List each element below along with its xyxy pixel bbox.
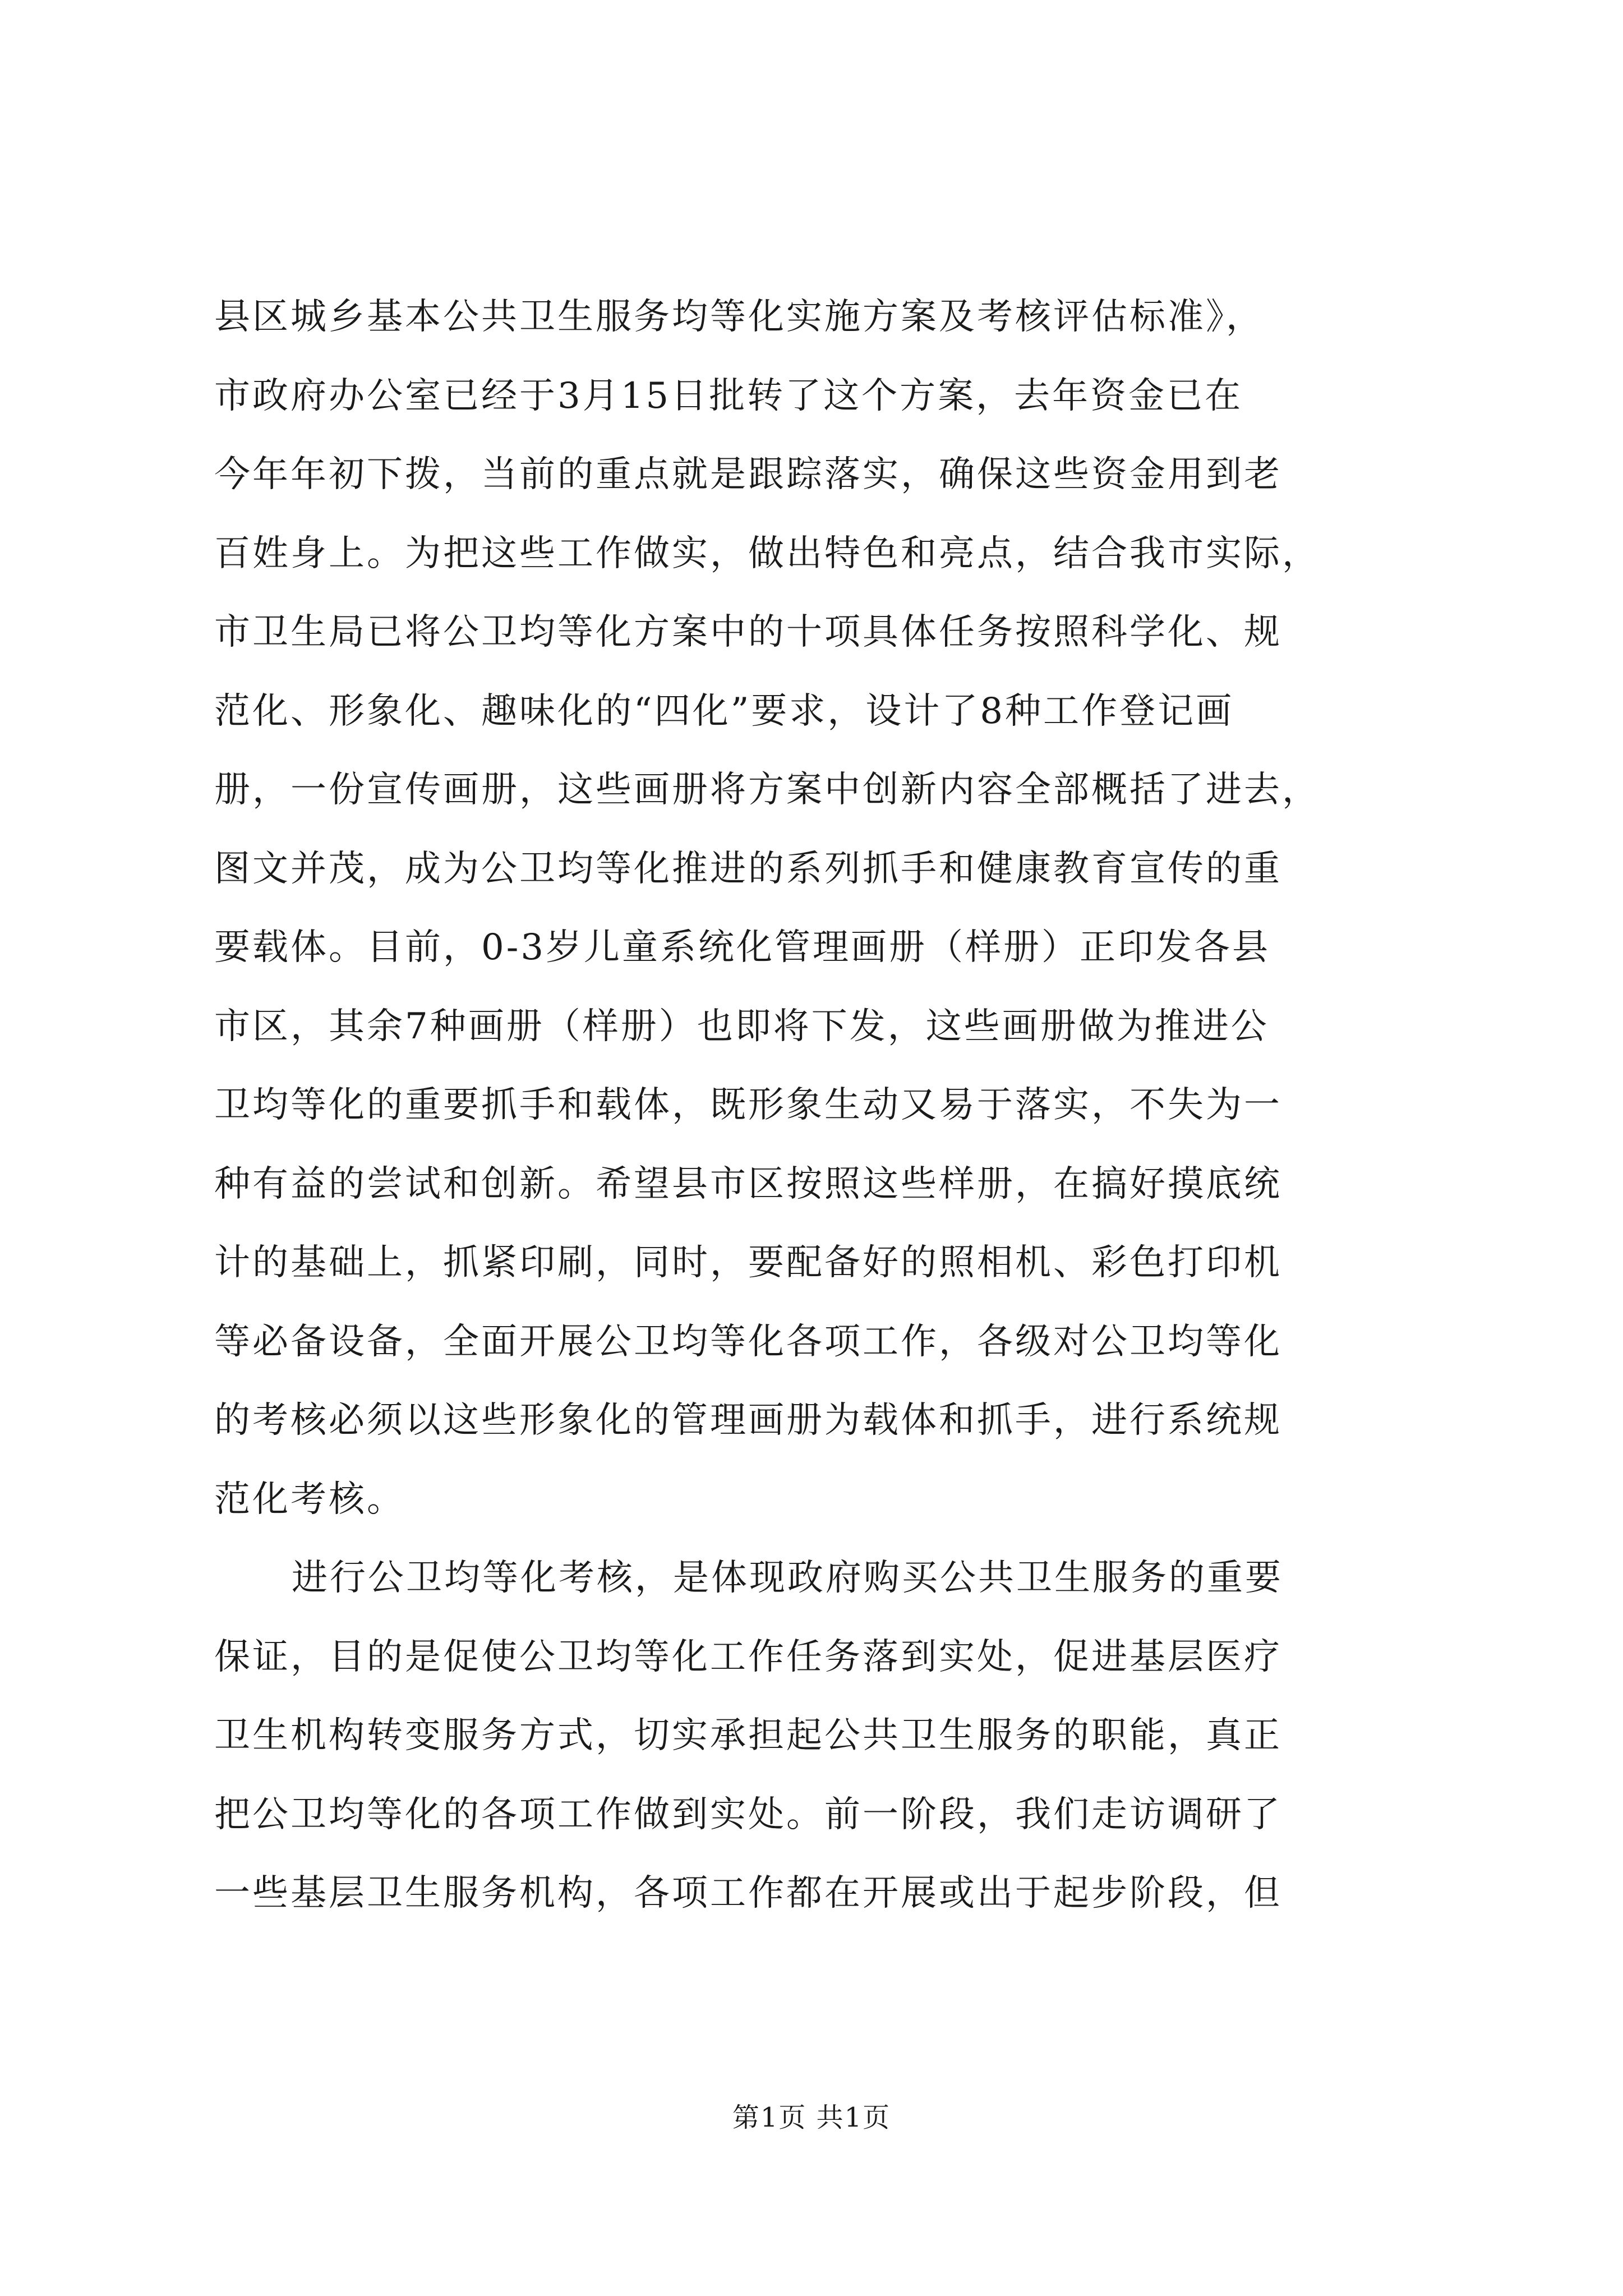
text-line: 县区城乡基本公共卫生服务均等化实施方案及考核评估标准》， bbox=[214, 296, 1264, 338]
text-line: 一些基层卫生服务机构，各项工作都在开展或出于起步阶段，但 bbox=[214, 1872, 1282, 1914]
text-line: 范化、形象化、趣味化的“四化”要求，设计了8种工作登记画 bbox=[214, 690, 1234, 732]
text-line: 要载体。目前，0-3岁儿童系统化管理画册（样册）正印发各县 bbox=[214, 927, 1271, 968]
text-line: 等必备设备，全面开展公卫均等化各项工作，各级对公卫均等化 bbox=[214, 1320, 1282, 1363]
text-line: 卫生机构转变服务方式，切实承担起公共卫生服务的职能，真正 bbox=[214, 1715, 1282, 1756]
body-text bbox=[214, 278, 1426, 1933]
text-line: 范化考核。 bbox=[214, 1478, 405, 1520]
text-line: 保证，目的是促使公卫均等化工作任务落到实处，促进基层医疗 bbox=[214, 1636, 1282, 1678]
text-line: 卫均等化的重要抓手和载体，既形象生动又易于落实，不失为一 bbox=[214, 1084, 1282, 1126]
text-line: 种有益的尝试和创新。希望县市区按照这些样册，在搞好摸底统 bbox=[214, 1163, 1282, 1205]
text-line: 市区，其余7种画册（样册）也即将下发，这些画册做为推进公 bbox=[214, 1005, 1269, 1047]
text-line: 计的基础上，抓紧印刷，同时，要配备好的照相机、彩色打印机 bbox=[214, 1242, 1282, 1283]
paragraph-first-line: 进行公卫均等化考核，是体现政府购买公共卫生服务的重要 bbox=[292, 1557, 1283, 1599]
text-line: 图文并茂，成为公卫均等化推进的系列抓手和健康教育宣传的重 bbox=[214, 848, 1282, 890]
text-line: 百姓身上。为把这些工作做实，做出特色和亮点，结合我市实际， bbox=[214, 532, 1320, 574]
text-line: 今年年初下拨，当前的重点就是跟踪落实，确保这些资金用到老 bbox=[214, 454, 1282, 495]
text-line: 册，一份宣传画册，这些画册将方案中创新内容全部概括了进去， bbox=[214, 769, 1320, 811]
text-line: 市政府办公室已经于3月15日批转了这个方案，去年资金已在 bbox=[214, 375, 1243, 417]
text-line: 的考核必须以这些形象化的管理画册为载体和抓手，进行系统规 bbox=[214, 1400, 1282, 1441]
text-line: 市卫生局已将公卫均等化方案中的十项具体任务按照科学化、规 bbox=[214, 611, 1282, 653]
text-line: 把公卫均等化的各项工作做到实处。前一阶段，我们走访调研了 bbox=[214, 1793, 1282, 1835]
page-footer: 第1页 共1页 bbox=[732, 2102, 891, 2133]
